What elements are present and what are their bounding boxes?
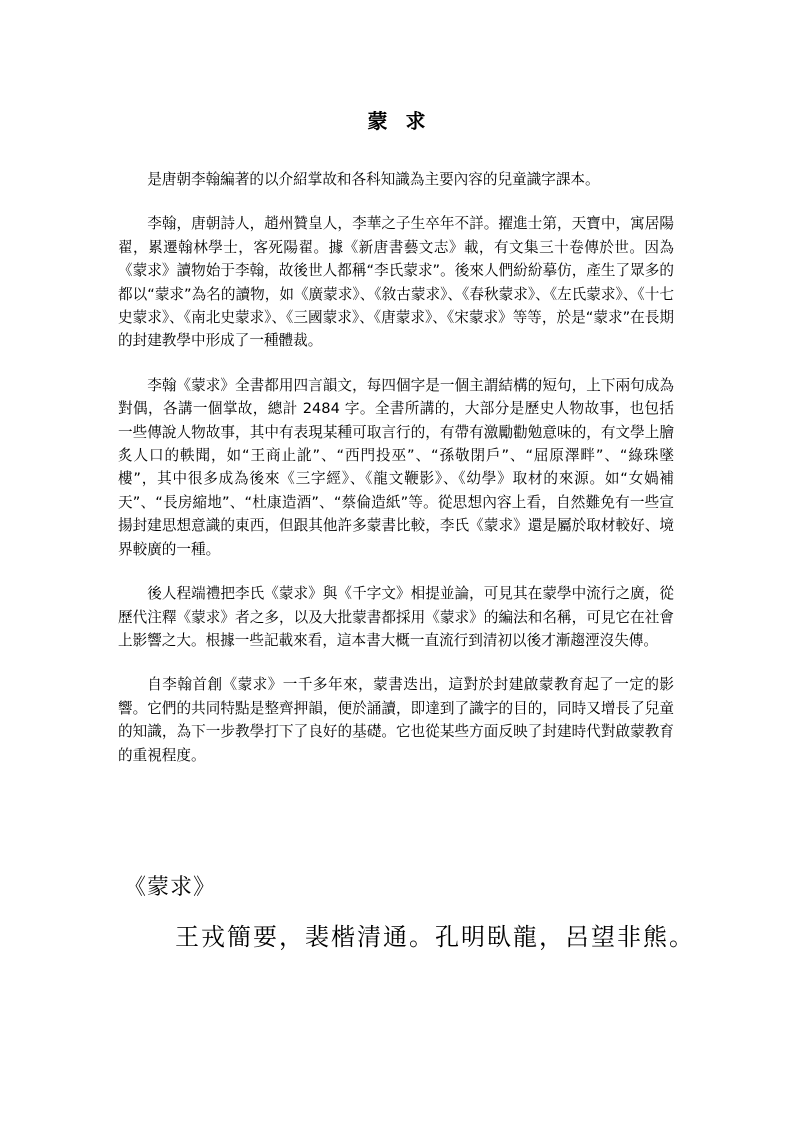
- document-body: [118, 168, 674, 788]
- paragraph-intro: 是唐朝李翰編著的以介紹掌故和各科知識為主要內容的兒童識字課本。: [147, 171, 600, 188]
- poem-line: 王戎簡要，裴楷清通。孔明臥龍，呂望非熊。: [175, 923, 695, 951]
- paragraph-influence: 後人程端禮把李氏《蒙求》與《千字文》相提並論，可見其在蒙學中流行之廣，從歷代注釋《蒙求》者之多，以及大批蒙書都採用《蒙求》的編法和名稱，可見它在社會上影響之大。根據一些記載來看，這本書大概一直流行到清初以後才漸趨湮沒失傳。: [118, 585, 674, 649]
- paragraph-author: 李翰，唐朝詩人，趙州贊皇人，李華之子生卒年不詳。擢進士第，天寶中，寓居陽翟，累遷翰林學士，客死陽翟。據《新唐書藝文志》載，有文集三十卷傳於世。因為《蒙求》讀物始于李翰，故後世人都稱“李氏蒙求”。後來人們紛紛摹仿，產生了眾多的都以“蒙求”為名的讀物，如《廣蒙求》、《敘古蒙求》、《春秋蒙求》、《左氏蒙求》、《十七史蒙求》、《南北史蒙求》、《三國蒙求》、《唐蒙求》、《宋蒙求》等等，於是“蒙求”在長期的封建教學中形成了一種體裁。: [118, 215, 674, 350]
- poem-title: 《蒙求》: [124, 875, 217, 900]
- paragraph-significance: 自李翰首創《蒙求》一千多年來，蒙書迭出，這對於封建啟蒙教育起了一定的影響。它們的共同特點是整齊押韻，便於誦讀，即達到了識字的目的，同時又增長了兒童的知識，為下一步教學打下了良好的基礎。它也從某些方面反映了封建時代對啟蒙教育的重視程度。: [118, 676, 674, 764]
- document-title: 蒙求: [367, 109, 444, 133]
- paragraph-content: 李翰《蒙求》全書都用四言韻文，每四個字是一個主謂結構的短句，上下兩句成為對偶，各講一個掌故，總計 2484 字。全書所講的，大部分是歷史人物故事，也包括一些傳說人物故事，其中有表現某種可取言行的，有帶有激勵勸勉意味的，有文學上膾炙人口的軼聞，如“王商止訛”、“西門投巫”、“孫敬閉戶”、“屈原澤畔”、“綠珠墜樓”，其中很多成為後來《三字經》、《龍文鞭影》、《幼學》取材的來源。如“女媧補天”、“長房縮地”、“杜康造酒”、“蔡倫造紙”等。從思想內容上看，自然難免有一些宣揚封建思想意識的東西，但跟其他許多蒙書比較，李氏《蒙求》還是屬於取材較好、境界較廣的一種。: [118, 376, 674, 558]
